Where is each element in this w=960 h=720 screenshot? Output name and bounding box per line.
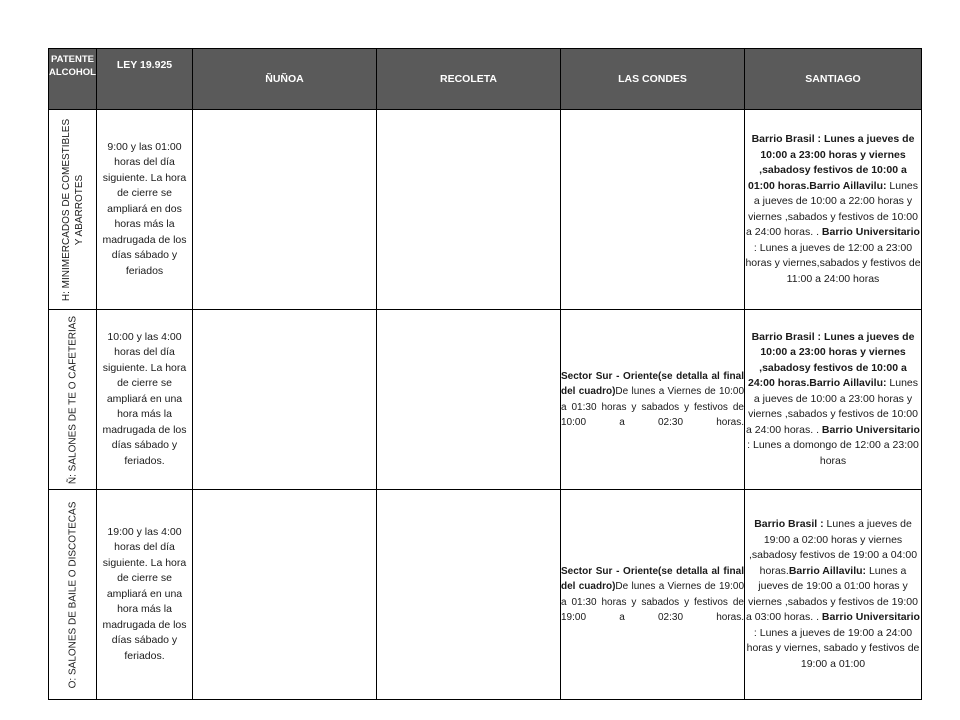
nunoa-cell <box>193 310 377 490</box>
bold-text-run: Sector Sur - Oriente(se detalla al final del cuadro) <box>561 565 744 592</box>
category-cell <box>49 310 97 490</box>
text-run: De lunes a Viernes de 19:00 a 01:30 horas y sabados y festivos de 19:00 a 02:30 horas. <box>561 581 745 623</box>
las-condes-cell <box>561 310 745 490</box>
text-run: De lunes a Viernes de 10:00 a 01:30 horas y sabados y festivos de 10:00 a 02:30 horas. <box>561 386 745 428</box>
header-nunoa: ÑUÑOA <box>193 49 377 110</box>
santiago-cell <box>745 490 922 700</box>
text-run: Lunes a jueves de 19:00 a 01:00 horas y viernes ,sabados y festivos de 19:00 a 03:00 horas. . <box>746 564 918 623</box>
bold-text-run: Barrio Aillavilu: <box>788 564 867 577</box>
recoleta-cell <box>377 110 561 310</box>
recoleta-cell <box>377 310 561 490</box>
header-patente-alcohol: PATENTE ALCOHOL <box>49 49 97 110</box>
text-run: Lunes a jueves de 19:00 a 02:00 horas y viernes ,sabadosy festivos de 19:00 a 04:00 horas. <box>748 518 918 577</box>
bold-text-run: Barrio Universitario <box>821 611 920 623</box>
ley-hours-cell: 19:00 y las 4:00 horas del día siguiente. La hora de cierre se ampliará en una hora más la madrugada de los días sábado y feriados. <box>97 490 193 700</box>
bold-text-run: Barrio Brasil : Lunes a jueves de 10:00 a 23:00 horas y viernes ,sabadosy festivos de 10:00 a 01:00 horas.Barrio Aillavilu: <box>747 133 915 192</box>
category-cell <box>49 110 97 310</box>
bold-text-run: Barrio Brasil : Lunes a jueves de 10:00 a 23:00 horas y viernes ,sabadosy festivos de 10:00 a 24:00 horas.Barrio Aillavilu: <box>747 330 915 390</box>
nunoa-cell <box>193 490 377 700</box>
table-row <box>49 310 922 490</box>
bold-text-run: Sector Sur - Oriente(se detalla al final del cuadro) <box>561 370 744 397</box>
text-run: Lunes a jueves de 10:00 a 23:00 horas y viernes ,sabados y festivos de 10:00 a 24:00 horas. . <box>746 377 919 436</box>
ley-hours-cell: 10:00 y las 4:00 horas del día siguiente. La hora de cierre se ampliará en una hora más la madrugada de los días sábado y feriados. <box>97 310 193 490</box>
table-row <box>49 490 922 700</box>
header-recoleta: RECOLETA <box>377 49 561 110</box>
nunoa-cell <box>193 110 377 310</box>
recoleta-cell <box>377 490 561 700</box>
santiago-cell <box>745 110 922 310</box>
bold-text-run: Barrio Universitario <box>821 226 920 238</box>
category-label: O: SALONES DE BAILE O DISCOTECAS <box>67 501 78 688</box>
table-row <box>49 110 922 310</box>
text-run: : Lunes a domongo de 12:00 a 23:00 horas <box>747 439 919 467</box>
header-ley: LEY 19.925 <box>97 49 193 110</box>
schedule-table <box>48 48 922 700</box>
header-santiago: SANTIAGO <box>745 49 922 110</box>
category-label: Ñ: SALONES DE TE O CAFETERIAS <box>67 315 78 484</box>
bold-text-run: Barrio Universitario <box>821 423 920 436</box>
text-run: : Lunes a jueves de 12:00 a 23:00 horas y viernes,sabados y festivos de 11:00 a 24:00 horas <box>745 241 921 285</box>
header-las-condes: LAS CONDES <box>561 49 745 110</box>
category-cell <box>49 490 97 700</box>
las-condes-cell <box>561 490 745 700</box>
las-condes-cell <box>561 110 745 310</box>
ley-hours-cell: 9:00 y las 01:00 horas del día siguiente. La hora de cierre se ampliará en dos horas más la madrugada de los días sábado y feriados <box>97 110 193 310</box>
header-row <box>49 49 922 110</box>
bold-text-run: Barrio Brasil : <box>754 518 824 530</box>
santiago-cell <box>745 310 922 490</box>
text-run: : Lunes a jueves de 19:00 a 24:00 horas y viernes, sabado y festivos de 19:00 a 01:00 <box>746 626 920 670</box>
category-label: H: MINIMERCADOS DE COMESTIBLES Y ABARROTES <box>60 118 85 301</box>
text-run: Lunes a jueves de 10:00 a 22:00 horas y viernes ,sabados y festivos de 10:00 a 24:00 horas. . <box>746 179 919 238</box>
